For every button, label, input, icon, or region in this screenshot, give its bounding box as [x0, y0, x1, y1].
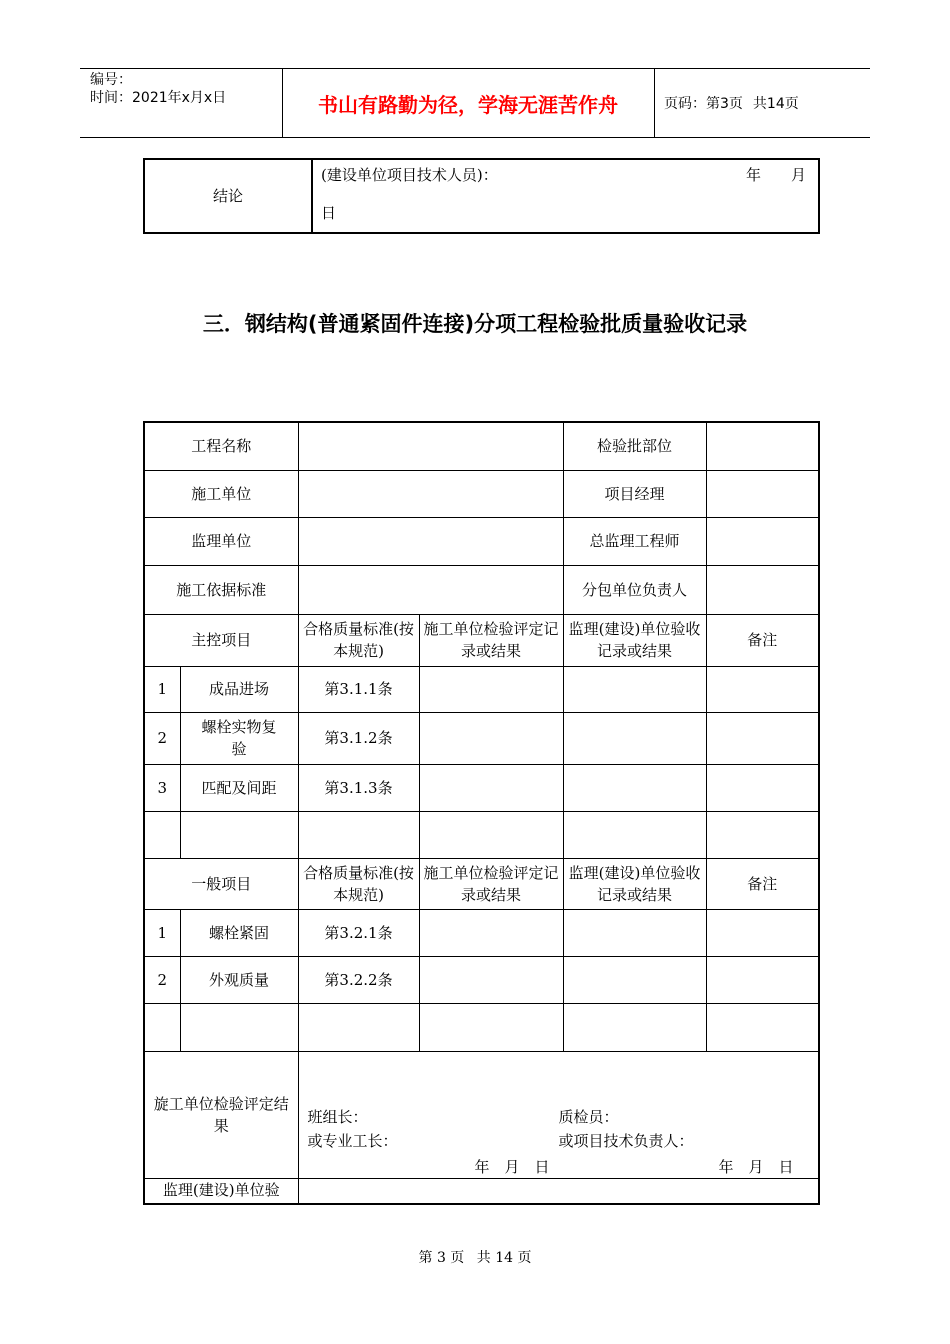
tech-lead-label: 或项目技术负责人：	[558, 1131, 694, 1150]
page-footer	[0, 1247, 950, 1267]
item-number: 3	[144, 764, 180, 811]
header-divider	[654, 69, 655, 137]
item-name: 螺栓实物复验	[180, 712, 298, 764]
header-page-number: 页码：第3页	[664, 96, 743, 112]
item-name	[180, 811, 298, 858]
info-row	[144, 565, 819, 614]
column-header-construction: 施工单位检验评定记录或结果	[419, 858, 563, 909]
info-label: 项目经理	[563, 470, 706, 517]
item-remarks	[706, 1003, 819, 1051]
item-construction-result	[419, 956, 563, 1003]
info-row	[144, 422, 819, 470]
item-number: 2	[144, 956, 180, 1003]
item-standard: 第3.1.2条	[298, 712, 419, 764]
item-supervision-result	[563, 1003, 706, 1051]
table-row	[144, 666, 819, 712]
main-control-title: 主控项目	[144, 614, 298, 666]
page-header	[80, 68, 870, 138]
item-standard: 第3.1.3条	[298, 764, 419, 811]
item-remarks	[706, 956, 819, 1003]
table-row	[144, 1003, 819, 1051]
header-page-info	[664, 69, 799, 137]
item-supervision-result	[563, 811, 706, 858]
item-number: 1	[144, 909, 180, 956]
info-label: 检验批部位	[563, 422, 706, 470]
column-header-supervision: 监理(建设)单位验收记录或结果	[563, 858, 706, 909]
item-construction-result	[419, 712, 563, 764]
item-construction-result	[419, 666, 563, 712]
info-label: 施工单位	[144, 470, 298, 517]
column-header-standard: 合格质量标准(按本规范)	[298, 614, 419, 666]
table-row	[144, 909, 819, 956]
team-leader-label: 班组长：	[307, 1107, 368, 1126]
info-row	[144, 470, 819, 517]
table-row	[144, 956, 819, 1003]
main-control-header	[144, 614, 819, 666]
item-supervision-result	[563, 764, 706, 811]
info-value	[706, 565, 819, 614]
item-remarks	[706, 811, 819, 858]
date-placeholder: 年 月 日	[718, 1157, 794, 1176]
item-standard: 第3.1.1条	[298, 666, 419, 712]
item-supervision-result	[563, 956, 706, 1003]
item-construction-result	[419, 1003, 563, 1051]
header-page-total: 共14页	[752, 96, 799, 112]
item-name: 成品进场	[180, 666, 298, 712]
item-number	[144, 1003, 180, 1051]
conclusion-label: 结论	[144, 159, 312, 233]
general-items-header	[144, 858, 819, 909]
header-meta	[90, 71, 226, 107]
construction-result-label: 旋工单位检验评定结果	[144, 1051, 298, 1178]
section-title: 三．钢结构(普通紧固件连接)分项工程检验批质量验收记录	[202, 312, 748, 336]
info-value	[298, 565, 563, 614]
item-supervision-result	[563, 909, 706, 956]
conclusion-date-ym: 年 月	[745, 166, 806, 184]
quality-inspector-label: 质检员：	[558, 1107, 619, 1126]
item-standard: 第3.2.1条	[298, 909, 419, 956]
column-header-remarks: 备注	[706, 614, 819, 666]
item-number: 1	[144, 666, 180, 712]
info-value	[298, 517, 563, 565]
footer-page-number: 第 3 页	[418, 1250, 465, 1266]
item-remarks	[706, 764, 819, 811]
item-construction-result	[419, 909, 563, 956]
info-label: 分包单位负责人	[563, 565, 706, 614]
item-supervision-result	[563, 666, 706, 712]
item-number: 2	[144, 712, 180, 764]
info-label: 施工依据标准	[144, 565, 298, 614]
supervision-result-label: 监理(建设)单位验	[144, 1178, 298, 1204]
info-value	[298, 470, 563, 517]
conclusion-date-d: 日	[321, 204, 337, 222]
info-label: 总监理工程师	[563, 517, 706, 565]
item-construction-result	[419, 764, 563, 811]
date-placeholder: 年 月 日	[474, 1157, 550, 1176]
item-remarks	[706, 712, 819, 764]
item-remarks	[706, 666, 819, 712]
item-name: 匹配及间距	[180, 764, 298, 811]
footer-page-total: 共 14 页	[476, 1250, 532, 1266]
item-name: 外观质量	[180, 956, 298, 1003]
item-standard: 第3.2.2条	[298, 956, 419, 1003]
conclusion-signer: (建设单位项目技术人员)：	[321, 166, 498, 184]
column-header-standard: 合格质量标准(按本规范)	[298, 858, 419, 909]
header-motto: 书山有路勤为径，学海无涯苦作舟	[318, 92, 618, 117]
item-name	[180, 1003, 298, 1051]
item-standard	[298, 1003, 419, 1051]
table-row	[144, 712, 819, 764]
item-standard	[298, 811, 419, 858]
item-remarks	[706, 909, 819, 956]
supervision-result-row	[144, 1178, 819, 1204]
document-time: 时间：2021年x月x日	[90, 90, 227, 106]
info-value	[706, 422, 819, 470]
column-header-remarks: 备注	[706, 858, 819, 909]
item-name: 螺栓紧固	[180, 909, 298, 956]
construction-result-signatures	[298, 1051, 819, 1178]
column-header-supervision: 监理(建设)单位验收记录或结果	[563, 614, 706, 666]
info-value	[706, 470, 819, 517]
info-label: 监理单位	[144, 517, 298, 565]
foreman-label: 或专业工长：	[307, 1131, 398, 1150]
table-row	[144, 764, 819, 811]
item-number	[144, 811, 180, 858]
conclusion-table	[143, 158, 820, 234]
table-row	[144, 811, 819, 858]
conclusion-cell	[312, 159, 819, 233]
item-supervision-result	[563, 712, 706, 764]
item-construction-result	[419, 811, 563, 858]
info-row	[144, 517, 819, 565]
inspection-table	[143, 421, 820, 1205]
general-items-title: 一般项目	[144, 858, 298, 909]
info-label: 工程名称	[144, 422, 298, 470]
construction-result-row	[144, 1051, 819, 1178]
column-header-construction: 施工单位检验评定记录或结果	[419, 614, 563, 666]
document-number: 编号：	[90, 72, 132, 88]
supervision-result-value	[298, 1178, 819, 1204]
info-value	[706, 517, 819, 565]
info-value	[298, 422, 563, 470]
